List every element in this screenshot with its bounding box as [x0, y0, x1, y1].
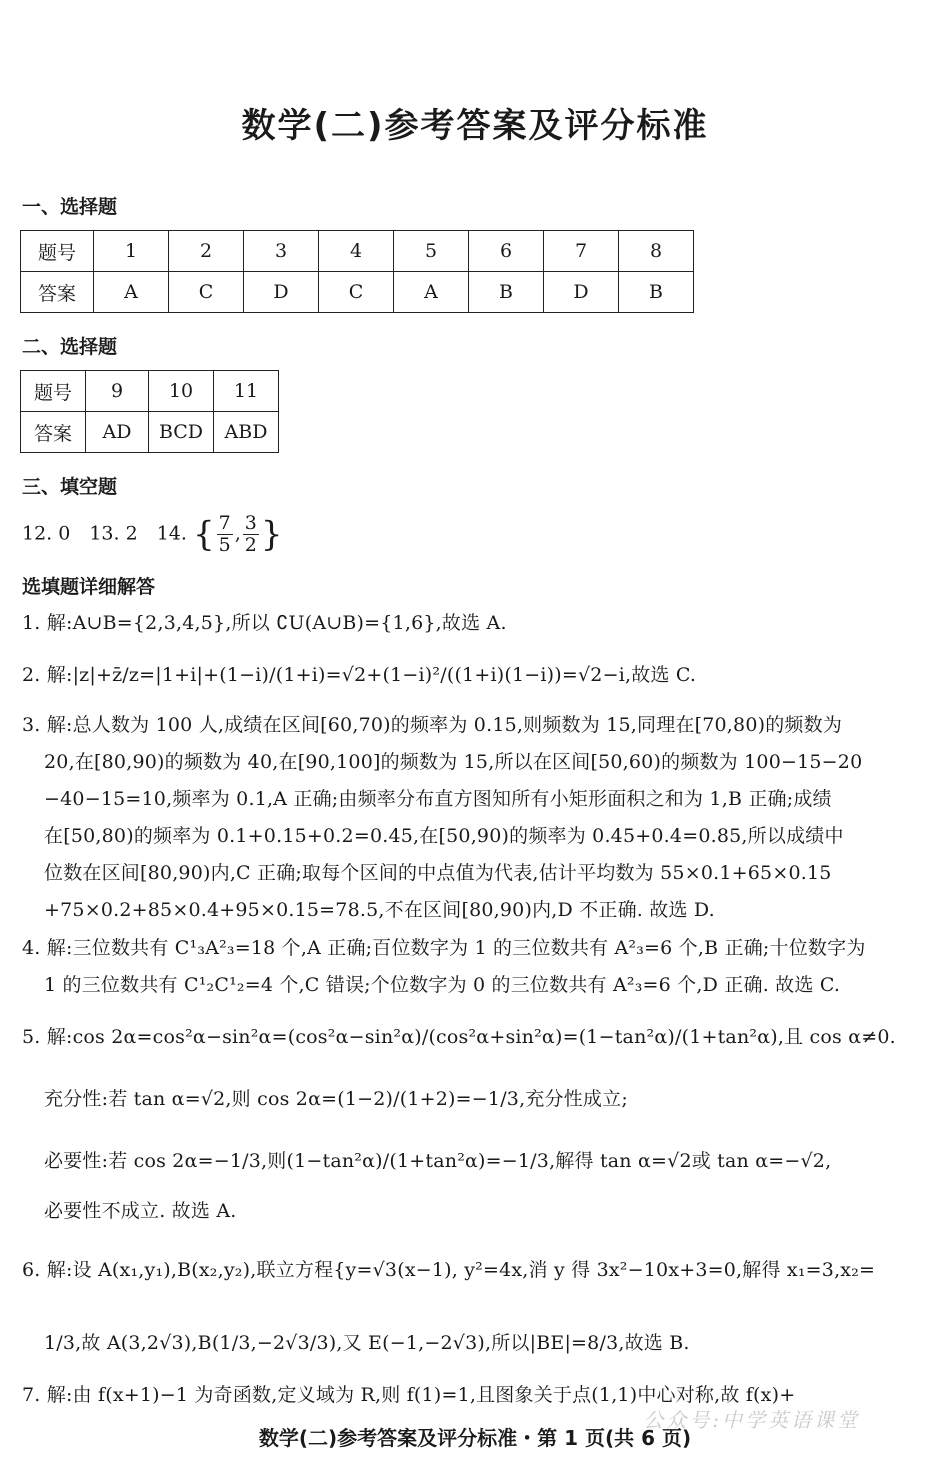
fill-in-answers: 12. 0 13. 2 14. { $\frac{7}{5}$ , $\frac{3}{2}$ }	[22, 512, 283, 556]
solution-line: 位数在区间[80,90)内,C 正确;取每个区间的中点值为代表,估计平均数为 55×0.1+65×0.15	[44, 862, 832, 884]
table-cell: 6	[469, 231, 544, 272]
table-cell: BCD	[149, 412, 214, 453]
solution-line: 20,在[80,90)的频数为 40,在[90,100]的频数为 15,所以在区间[50,60)的频数为 100−15−20	[44, 751, 863, 773]
solution-line: 3. 解:总人数为 100 人,成绩在区间[60,70)的频率为 0.15,则频数为 15,同理在[70,80)的频数为	[22, 714, 843, 736]
table-cell: ABD	[214, 412, 279, 453]
page-footer: 数学(二)参考答案及评分标准・第 1 页(共 6 页)	[258, 1426, 692, 1450]
table-cell: 9	[86, 371, 149, 412]
solution-line: −40−15=10,频率为 0.1,A 正确;由频率分布直方图知所有小矩形面积之和为 1,B 正确;成绩	[44, 788, 832, 810]
solution-line: 1. 解:A∪B={2,3,4,5},所以 ∁U(A∪B)={1,6},故选 A.	[22, 612, 507, 634]
solution-line: 4. 解:三位数共有 C¹₃A²₃=18 个,A 正确;百位数字为 1 的三位数共有 A²₃=6 个,B 正确;十位数字为	[22, 937, 866, 959]
solution-line: 必要性不成立. 故选 A.	[44, 1200, 237, 1222]
solution-line: +75×0.2+85×0.4+95×0.15=78.5,不在区间[80,90)内,D 不正确. 故选 D.	[44, 899, 715, 921]
fraction: $\frac{7}{5}$	[218, 512, 231, 556]
answer-table-2	[20, 370, 279, 453]
solution-line: 5. 解:cos 2α=cos²α−sin²α=(cos²α−sin²α)/(cos²α+sin²α)=(1−tan²α)/(1+tan²α),且 cos α≠0.	[22, 1026, 896, 1048]
table-cell: A	[394, 272, 469, 313]
solution-line: 在[50,80)的频率为 0.1+0.15+0.2=0.45,在[50,90)的频率为 0.45+0.4=0.85,所以成绩中	[44, 825, 844, 847]
row-label-answer: 答案	[21, 272, 94, 313]
fill-answers-text: 12. 0 13. 2 14.	[22, 522, 187, 545]
table-cell: 10	[149, 371, 214, 412]
fraction: $\frac{3}{2}$	[244, 512, 257, 556]
solution-line: 必要性:若 cos 2α=−1/3,则(1−tan²α)/(1+tan²α)=−1/3,解得 tan α=√2或 tan α=−√2,	[44, 1150, 832, 1172]
table-cell: 5	[394, 231, 469, 272]
row-label-question: 题号	[21, 371, 86, 412]
table-cell: 4	[319, 231, 394, 272]
solution-line: 7. 解:由 f(x+1)−1 为奇函数,定义域为 R,则 f(1)=1,且图象关于点(1,1)中心对称,故 f(x)+	[22, 1384, 796, 1406]
solution-line: 2. 解:|z|+z̄/z=|1+i|+(1−i)/(1+i)=√2+(1−i)²/((1+i)(1−i))=√2−i,故选 C.	[22, 664, 697, 686]
table-cell: AD	[86, 412, 149, 453]
answer-table-1	[20, 230, 694, 313]
row-label-answer: 答案	[21, 412, 86, 453]
table-cell: 11	[214, 371, 279, 412]
table-cell: D	[244, 272, 319, 313]
row-label-question: 题号	[21, 231, 94, 272]
solution-line: 1/3,故 A(3,2√3),B(1/3,−2√3/3),又 E(−1,−2√3),所以|BE|=8/3,故选 B.	[44, 1332, 690, 1354]
table-cell: B	[619, 272, 694, 313]
table-cell: A	[94, 272, 169, 313]
watermark: 公众号:中学英语课堂	[643, 1408, 860, 1432]
solution-line: 1 的三位数共有 C¹₂C¹₂=4 个,C 错误;个位数字为 0 的三位数共有 A²₃=6 个,D 正确. 故选 C.	[44, 974, 841, 996]
page-title: 数学(二)参考答案及评分标准	[241, 106, 709, 146]
table-cell: 1	[94, 231, 169, 272]
table-cell: 2	[169, 231, 244, 272]
details-heading: 选填题详细解答	[22, 576, 156, 598]
section-heading-2: 二、选择题	[22, 336, 118, 358]
table-cell: C	[169, 272, 244, 313]
solution-line: 6. 解:设 A(x₁,y₁),B(x₂,y₂),联立方程{y=√3(x−1), y²=4x,消 y 得 3x²−10x+3=0,解得 x₁=3,x₂=	[22, 1259, 876, 1281]
table-cell: B	[469, 272, 544, 313]
table-cell: D	[544, 272, 619, 313]
section-heading-1: 一、选择题	[22, 196, 118, 218]
section-heading-3: 三、填空题	[22, 476, 118, 498]
table-cell: 7	[544, 231, 619, 272]
table-cell: 8	[619, 231, 694, 272]
solution-line: 充分性:若 tan α=√2,则 cos 2α=(1−2)/(1+2)=−1/3,充分性成立;	[44, 1088, 628, 1110]
table-cell: C	[319, 272, 394, 313]
table-cell: 3	[244, 231, 319, 272]
